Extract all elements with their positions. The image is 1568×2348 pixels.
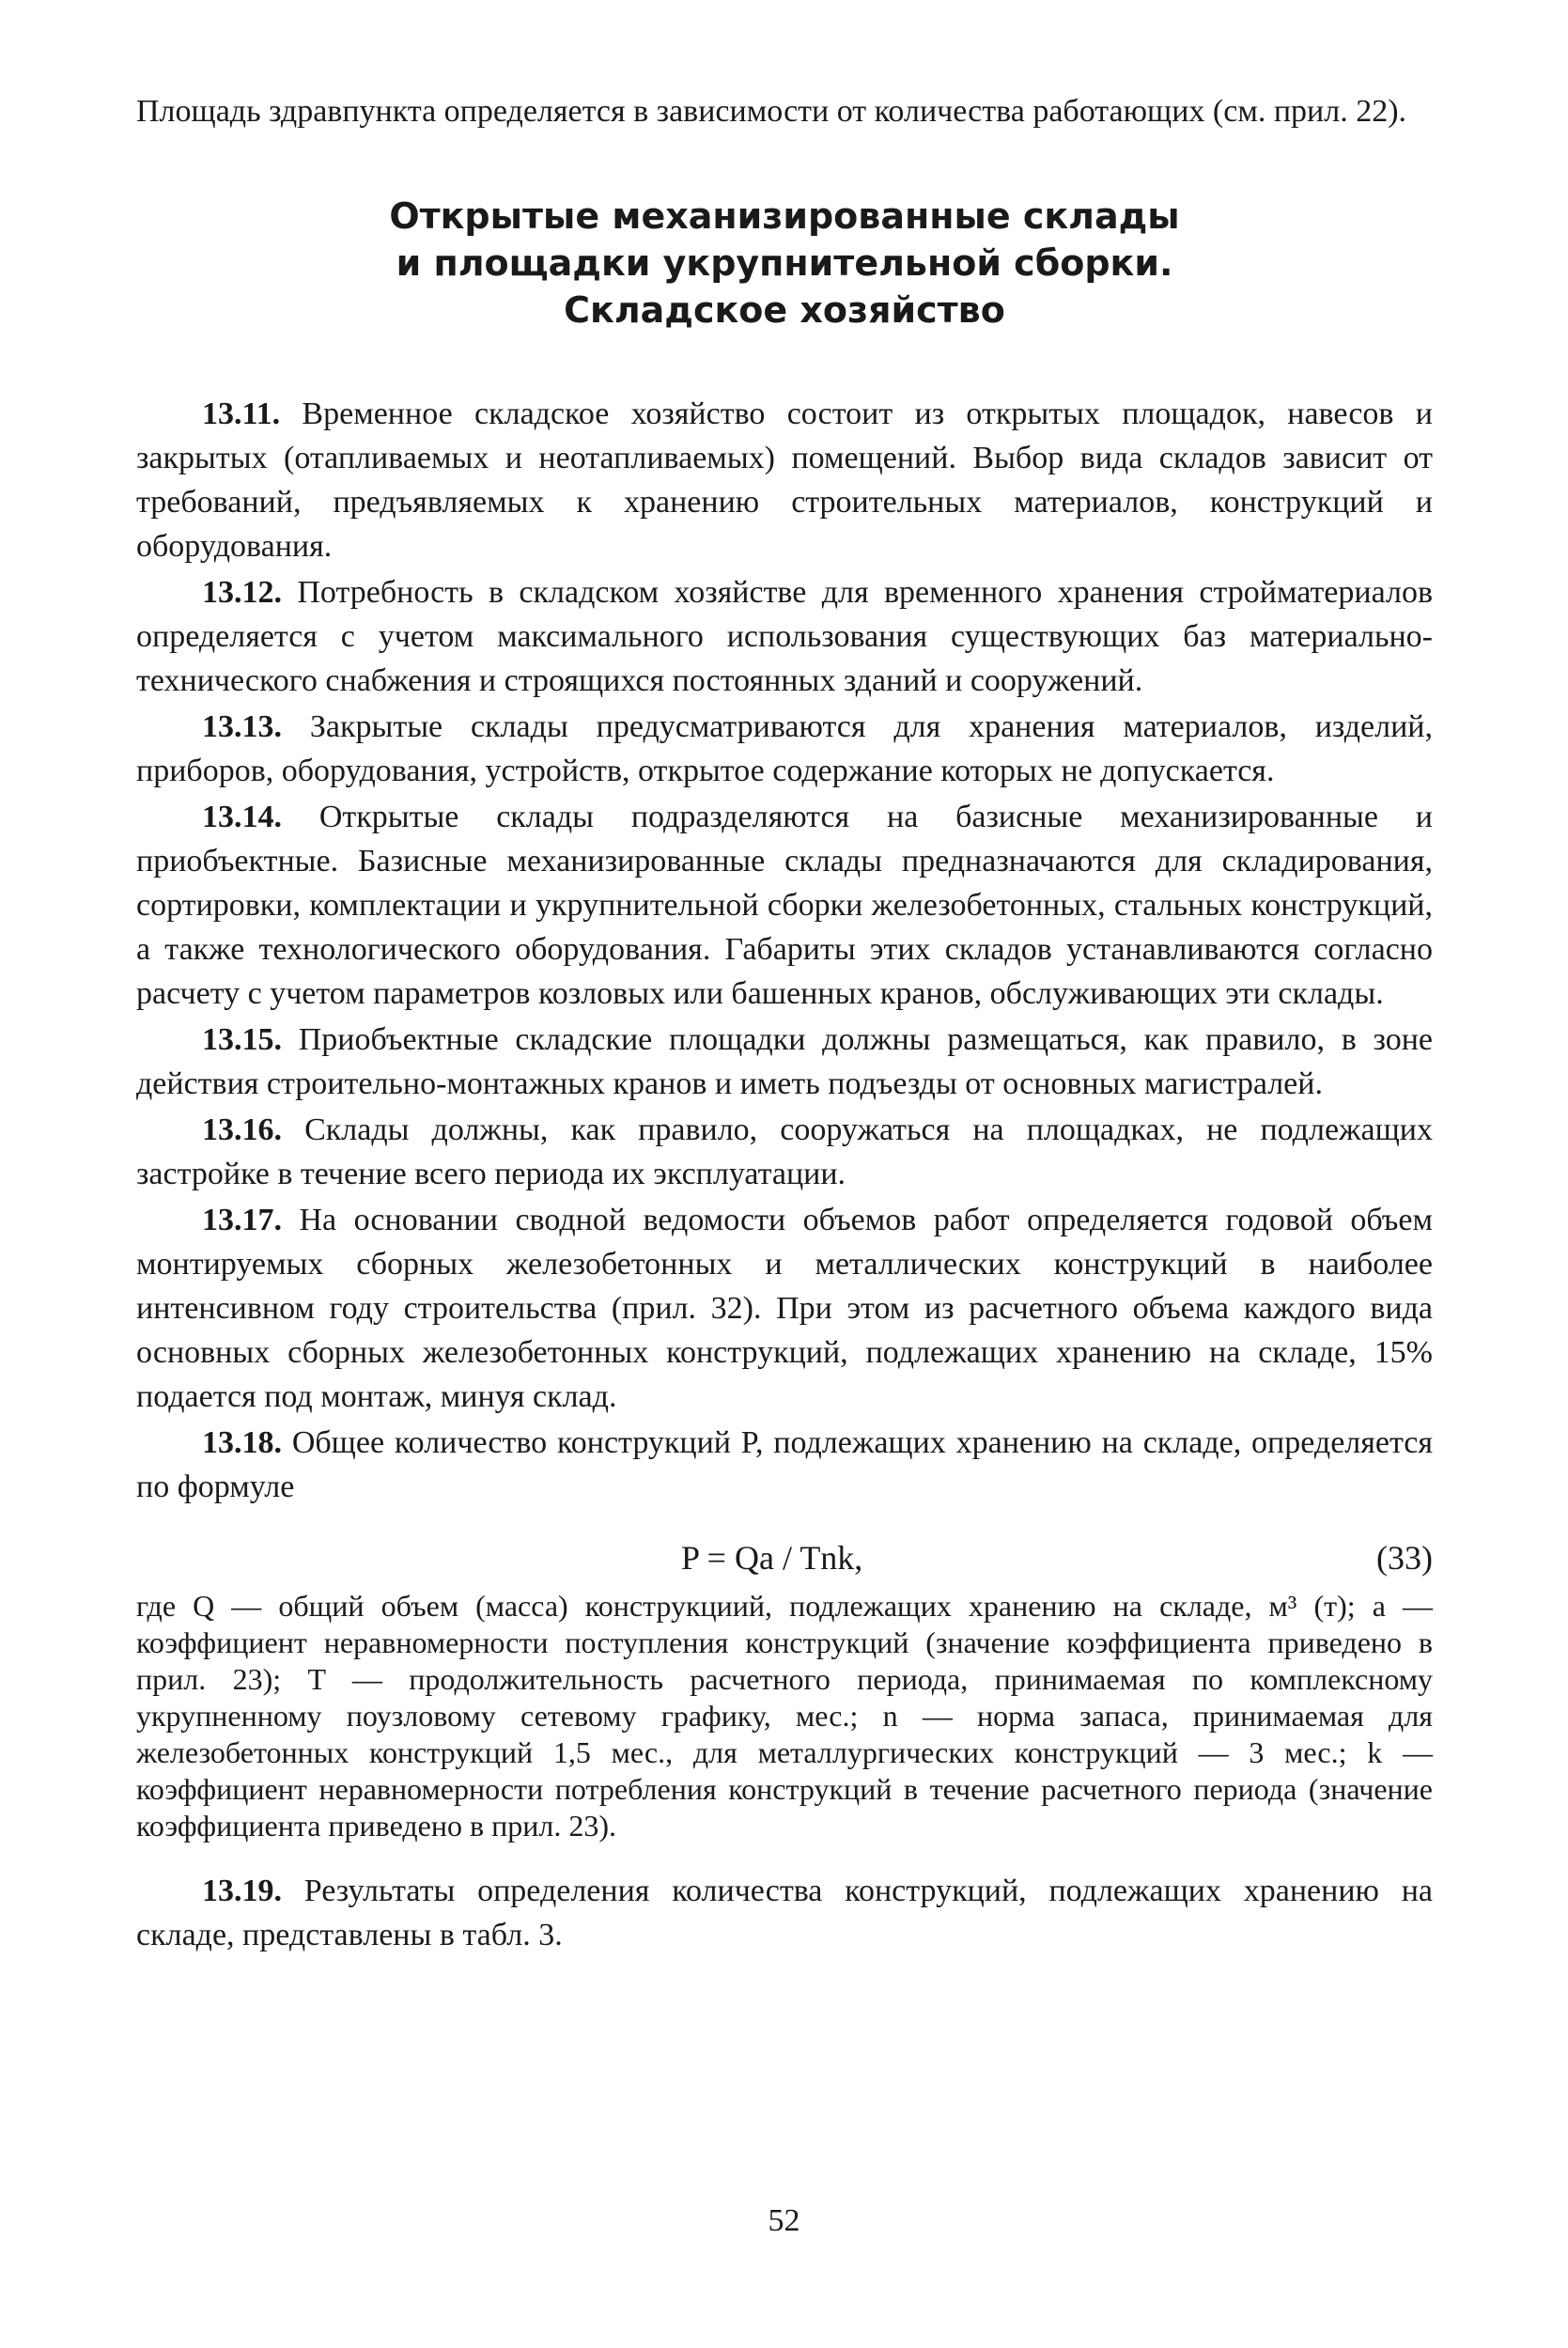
paragraph-number: 13.17. xyxy=(202,1203,282,1237)
paragraph-number: 13.16. xyxy=(202,1112,282,1147)
paragraph-text: Общее количество конструкций P, подлежащих хранению на складе, определяется по формуле xyxy=(136,1425,1433,1504)
heading-line-3: Складское хозяйство xyxy=(564,289,1005,331)
paragraph-13-19 xyxy=(136,1869,1433,1957)
paragraph-text: Открытые склады подразделяются на базисные механизированные и приобъектные. Базисные механизированные склады предназначаются для складирования, сортировки, комплектации и укрупнительной сборки железобетонных, стальных конструкций, а также технологического оборудования. Габариты этих складов устанавливаются согласно расчету с учетом параметров козловых или башенных кранов, обслуживающих эти склады. xyxy=(136,800,1433,1011)
intro-paragraph: Площадь здравпункта определяется в зависимости от количества работающих (см. прил. 22). xyxy=(136,94,1407,129)
formula-number: (33) xyxy=(1376,1539,1433,1577)
paragraph-13-12 xyxy=(136,570,1433,703)
formula-explanation: где Q — общий объем (масса) конструкциий, подлежащих хранению на складе, м³ (т); a — коэффициент неравномерности поступления конструкций (значение коэффициента приведено в прил. 23); T — продолжительность расчетного периода, принимаемая по комплексному укрупненному поузловому сетевому графику, мес.; n — норма запаса, принимаемая для железобетонных конструкций 1,5 мес., для металлургических конструкций — 3 мес.; k — коэффициент неравномерности потребления конструкций в течение расчетного периода (значение коэффициента приведено в прил. 23). xyxy=(136,1589,1433,1843)
paragraph-13-17 xyxy=(136,1198,1433,1419)
paragraph-text: На основании сводной ведомости объемов работ определяется годовой объем монтируемых сборных железобетонных и металлических конструкций в наиболее интенсивном году строительства (прил. 32). При этом из расчетного объема каждого вида основных сборных железобетонных конструкций, подлежащих хранению на складе, 15% подается под монтаж, минуя склад. xyxy=(136,1203,1433,1414)
heading-line-2: и площадки укрупнительной сборки. xyxy=(396,242,1173,284)
paragraph-text: Склады должны, как правило, сооружаться на площадках, не подлежащих застройке в течение всего периода их эксплуатации. xyxy=(136,1112,1433,1191)
paragraph-number: 13.14. xyxy=(202,800,282,834)
paragraph-13-16 xyxy=(136,1108,1433,1196)
paragraph-text: Приобъектные складские площадки должны размещаться, как правило, в зоне действия строительно-монтажных кранов и иметь подъезды от основных магистралей. xyxy=(136,1022,1433,1101)
paragraph-13-13 xyxy=(136,705,1433,793)
formula-row xyxy=(136,1528,1433,1588)
paragraph-13-15 xyxy=(136,1018,1433,1106)
paragraph-text: Закрытые склады предусматриваются для хранения материалов, изделий, приборов, оборудования, устройств, открытое содержание которых не допускается. xyxy=(136,709,1433,788)
document-page xyxy=(136,89,1433,1959)
paragraph-number: 13.18. xyxy=(202,1425,282,1460)
paragraph-text: Временное складское хозяйство состоит из открытых площадок, навесов и закрытых (отапливаемых и неотапливаемых) помещений. Выбор вида складов зависит от требований, предъявляемых к хранению строительных материалов, конструкций и оборудования. xyxy=(136,397,1433,564)
paragraph-number: 13.19. xyxy=(202,1874,282,1908)
formula: P = Qa / Tnk, xyxy=(681,1539,863,1577)
paragraph-13-11 xyxy=(136,392,1433,568)
page-number: 52 xyxy=(768,2203,800,2238)
paragraph-number: 13.11. xyxy=(202,397,281,431)
paragraph-number: 13.12. xyxy=(202,575,282,610)
heading-line-1: Открытые механизированные склады xyxy=(389,195,1180,237)
section-heading xyxy=(136,193,1433,334)
paragraph-13-18 xyxy=(136,1421,1433,1509)
paragraph-13-14 xyxy=(136,795,1433,1016)
paragraph-number: 13.13. xyxy=(202,709,282,744)
paragraph-text: Потребность в складском хозяйстве для временного хранения стройматериалов определяется с учетом максимального использования существующих баз материально-технического снабжения и строящихся постоянных зданий и сооружений. xyxy=(136,575,1433,698)
paragraph-number: 13.15. xyxy=(202,1022,282,1057)
paragraph-text: Результаты определения количества конструкций, подлежащих хранению на складе, представлены в табл. 3. xyxy=(136,1874,1433,1952)
